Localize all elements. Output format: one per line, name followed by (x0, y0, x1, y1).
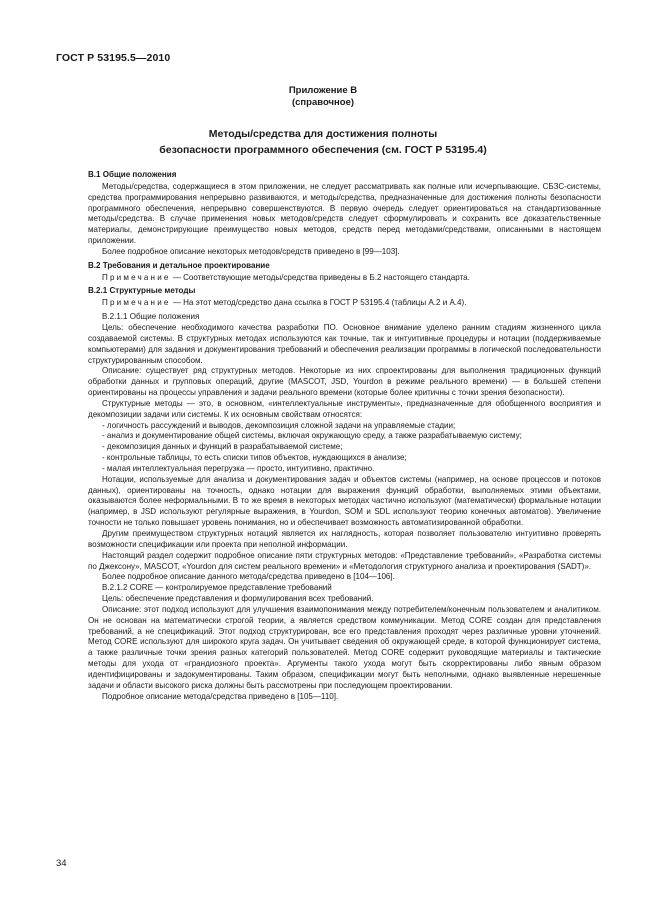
paragraph-b211-section: Настоящий раздел содержит подробное описание пяти структурных методов: «Представление требований», «Разработка системы по Джексону», MASCOT, «Yourdon для систем реального времени» и «Методология структурного анализа и проектирования (SADT)». (88, 550, 601, 571)
list-item: - малая интеллектуальная перегрузка — просто, интуитивно, практично. (102, 463, 375, 473)
paragraph-b211-goal: Цель: обеспечение необходимого качества разработки ПО. Основное внимание уделено ранним стадиям жизненного цикла создаваемой системы. В структурных методах используются как точные, так и интуитивные процедуры и нотации (поддерживаемые компьютерами) для задания и документирования требований и обеспечения реализации программы в логической последовательности структурированным способом. (88, 322, 601, 365)
document-body (88, 169, 601, 703)
note-label: Примечание (102, 272, 171, 282)
title-line-1: Методы/средства для достижения полноты (208, 128, 438, 140)
document-id-header: ГОСТ Р 53195.5—2010 (56, 52, 171, 64)
paragraph-b212-ref: Подробное описание метода/средства приведено в [105—110]. (102, 691, 339, 701)
paragraph-b211-ref: Более подробное описание данного метода/средства приведено в [104—106]. (102, 572, 395, 582)
section-heading-b2: В.2 Требования и детальное проектирование (88, 260, 270, 270)
paragraph-b211-desc: Описание: существует ряд структурных методов. Некоторые из них спроектированы для выполнения традиционных функций обработки данных и групповых операций, другие (MASCOT, JSD, Yourdon в режиме реального времени) — в большей степени ориентированы на процессы управления и задачи реального времени (которые более критичны с точки зрения безопасности). (88, 366, 601, 398)
paragraph-b211-notations: Нотации, используемые для анализа и документирования задач и объектов системы (например, на основе процессов и потоков данных), ориентированы на точность, однако нотации для выражения функций обработки, выполняемых этими объектами, оказываются более неформальными. В то же время в некоторых методах частично используют (математически) формальные нотации (например, в JSD используют регулярные выражения, в Yourdon, SOM и SDL используют теорию конечных автоматов). Увеличение точности не только повышает уровень понимания, но и обеспечивает возможность автоматизированной обработки. (88, 474, 601, 528)
subsection-heading-b212: В.2.1.2 CORE — контролируемое представление требований (102, 583, 332, 593)
paragraph-b1-2: Более подробное описание некоторых методов/средств приведено в [99—103]. (102, 246, 400, 256)
subsection-heading-b211: В.2.1.1 Общие положения (102, 312, 200, 322)
appendix-type: (справочное) (291, 97, 355, 108)
note-b2 (88, 273, 601, 284)
paragraph-b211-advantage: Другим преимуществом структурных нотаций является их наглядность, которая позволяет пользователю интуитивно проверять возможности спецификации или проекта при неполной информации. (88, 529, 601, 549)
section-heading-b21: В.2.1 Структурные методы (88, 286, 196, 296)
paragraph-b211-methods: Структурные методы — это, в основном, «интеллектуальные инструменты», предназначенные для обобщенного восприятия и декомпозиции задачи или системы. К их основным свойствам относятся: (88, 398, 601, 419)
note-text: — На этот метод/средство дана ссылка в ГОСТ Р 53195.4 (таблицы А.2 и А.4). (170, 298, 467, 308)
list-item: - контрольные таблицы, то есть списки типов объектов, нуждающихся в анализе; (102, 453, 407, 463)
paragraph-b1-1: Методы/средства, содержащиеся в этом приложении, не следует рассматривать как полные или исчерпывающие. СБЗС-системы, средства программирования непрерывно развиваются, и методы/средства, предназначенные для достижения полноты безопасности программного обеспечения, непрерывно совершенствуются. В первую очередь следует ориентироваться на стандартизованные методы/средства. В случае применения новых методов/средств следует сформулировать и сохранить все доказательственные материалы, демонстрирующие преимущество новых методов, средств перед методами/средствами, описанными в настоящем приложении. (88, 181, 601, 246)
paragraph-b212-goal: Цель: обеспечение представления и формулирования всех требований. (102, 594, 374, 604)
note-b21 (88, 298, 601, 309)
section-heading-b1: В.1 Общие положения (88, 170, 177, 179)
list-item: - анализ и документирование общей системы, включая окружающую среду, а также разрабатываемую систему; (102, 431, 522, 441)
paragraph-b212-desc: Описание: этот подход используют для улучшения взаимопонимания между потребителем/конечным пользователем и аналитиком. Он не основан на математически строгой теории, а является средством коммуникации. Метод CORE создан для представления требований, а не спецификаций. Этот подход структурирован, все его представления проходят через различные уровни уточнений. Метод CORE используют для широкого круга задач. Он учитывает сведения об окружающей среде, в которой функционирует система, а также различные точки зрения разных категорий пользователей. Метод CORE содержит руководящие материалы и тактические методы для ухода от «грандиозного проекта». Аргументы такого ухода могут быть скорректированы либо явным образом идентифицированы и задокументированы. Таким образом, спецификации могут быть неполными, однако выявленные нерешенные задачи и области высокого риска должны быть рассмотрены при последующем проектировании. (88, 604, 601, 690)
list-item: - логичность рассуждений и выводов, декомпозиция сложной задачи на управляемые стадии; (102, 420, 456, 430)
title-line-2: безопасности программного обеспечения (см. ГОСТ Р 53195.4) (159, 144, 487, 156)
list-item: - декомпозиция данных и функций в разрабатываемой системе; (102, 442, 343, 452)
note-text: — Соответствующие методы/средства приведены в Б.2 настоящего стандарта. (170, 272, 470, 282)
note-label: Примечание (102, 298, 171, 308)
page-number: 34 (56, 858, 67, 869)
appendix-label: Приложение В (288, 85, 358, 96)
